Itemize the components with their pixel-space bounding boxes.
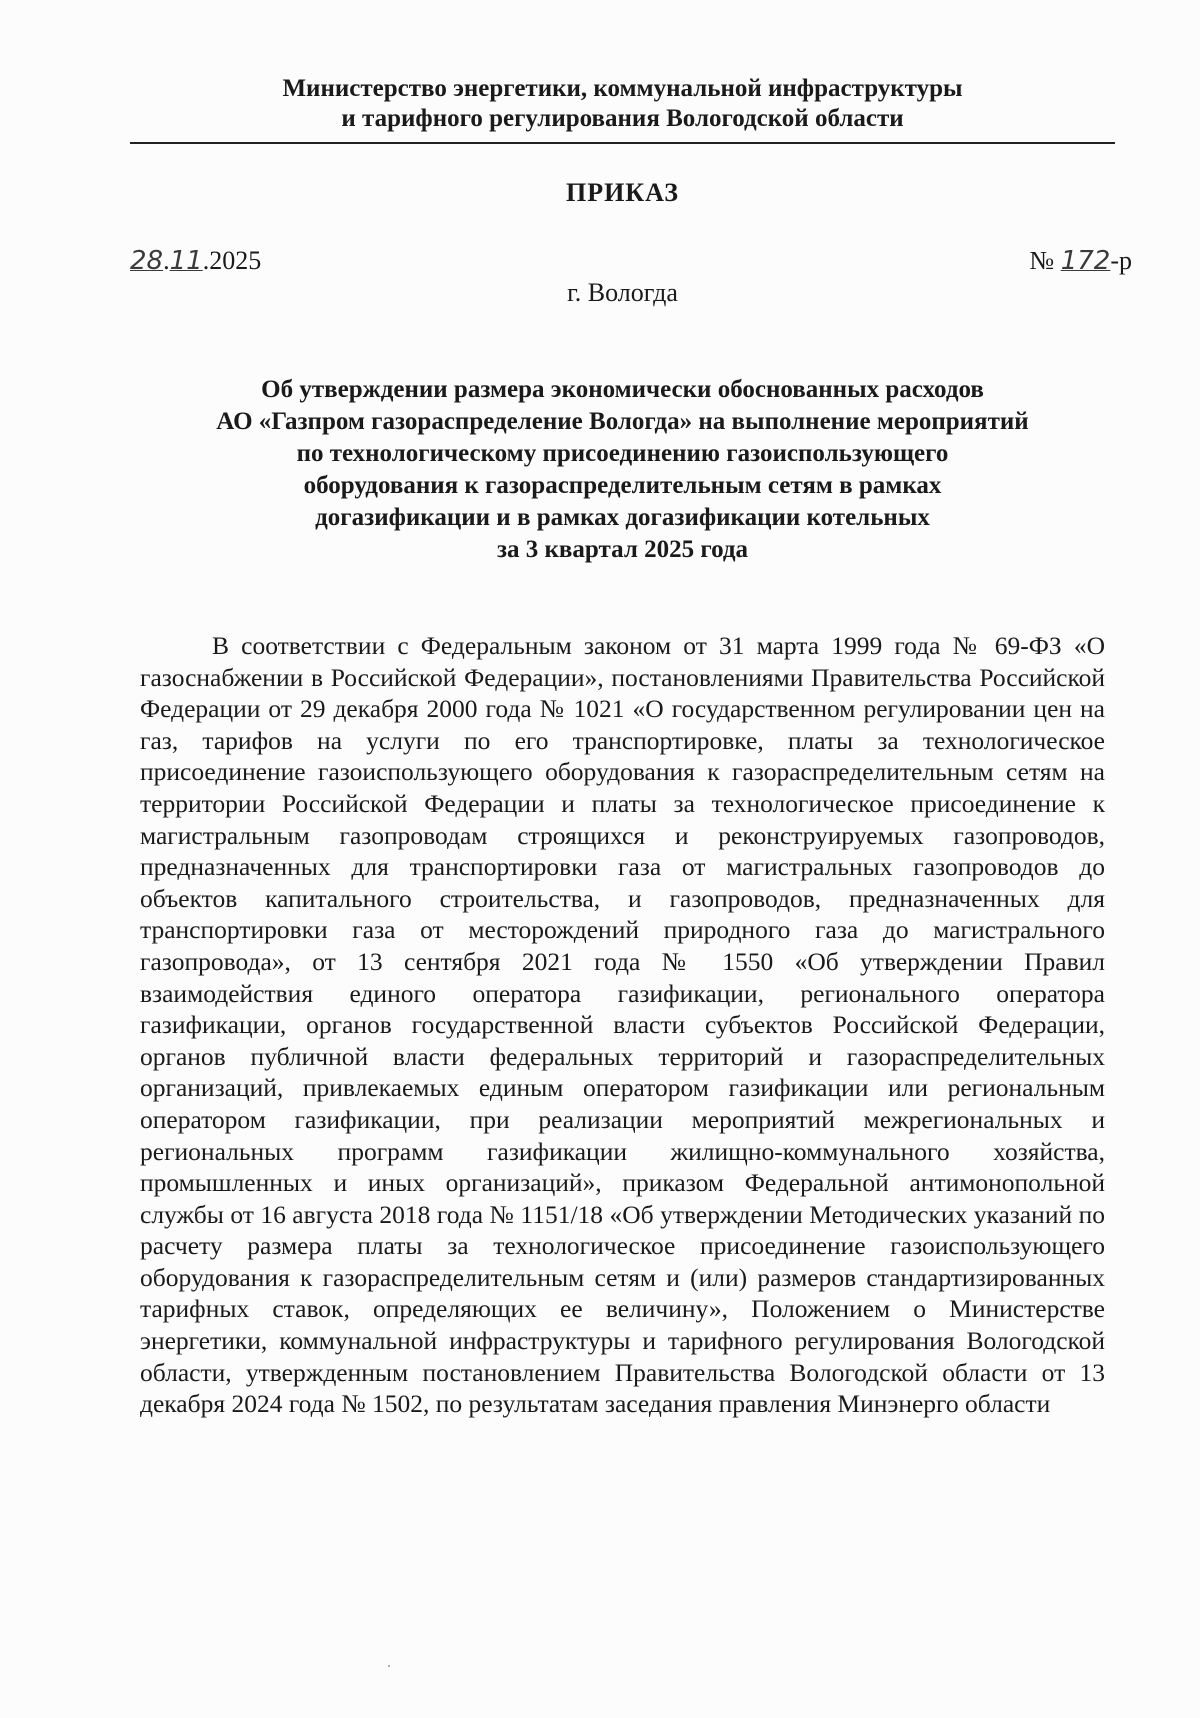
order-subject xyxy=(130,374,1115,566)
order-city: г. Вологда xyxy=(567,278,678,307)
ministry-header xyxy=(130,74,1115,134)
date-day-handwritten: 28 xyxy=(130,246,164,276)
subject-line: по технологическому присоединению газоиспользующего xyxy=(296,440,949,467)
number-value-handwritten: 172 xyxy=(1060,246,1111,276)
scan-speck xyxy=(388,1665,390,1667)
order-number xyxy=(1029,246,1132,276)
date-year: .2025 xyxy=(202,246,262,275)
date-month-handwritten: 11 xyxy=(169,246,203,276)
subject-line: догазификации и в рамках догазификации котельных xyxy=(315,504,930,531)
subject-line: АО «Газпром газораспределение Вологда» на выполнение мероприятий xyxy=(216,408,1029,435)
order-title: ПРИКАЗ xyxy=(565,178,680,207)
subject-line: оборудования к газораспределительным сетям в рамках xyxy=(303,472,942,499)
number-suffix: -р xyxy=(1110,246,1132,275)
order-date xyxy=(130,246,261,276)
number-prefix: № xyxy=(1029,246,1055,275)
body-paragraph: В соответствии с Федеральным законом от 31 марта 1999 года № 69-ФЗ «О газоснабжении в Российской Федерации», постановлениями Правительства Российской Федерации от 29 декабря 2000 года № 1021 «О государственном регулировании цен на газ, тарифов на услуги по его транспортировке, платы за технологическое присоединение газоиспользующего оборудования к газораспределительным сетям на территории Российской Федерации и платы за технологическое присоединение к магистральным газопроводам строящихся и реконструируемых газопроводов, предназначенных для транспортировки газа от магистральных газопроводов до объектов капитального строительства, и газопроводов, предназначенных для транспортировки газа от месторождений природного газа до магистрального газопровода», от 13 сентября 2021 года № 1550 «Об утверждении Правил взаимодействия единого оператора газификации, регионального оператора газификации, органов государственной власти субъектов Российской Федерации, органов публичной власти федеральных территорий и газораспределительных организаций, привлекаемых единым оператором газификации или региональным оператором газификации, при реализации мероприятий межрегиональных и региональных программ газификации жилищно-коммунального хозяйства, промышленных и иных организаций», приказом Федеральной антимонопольной службы от 16 августа 2018 года № 1151/18 «Об утверждении Методических указаний по расчету размера платы за технологическое присоединение газоиспользующего оборудования к газораспределительным сетям и (или) размеров стандартизированных тарифных ставок, определяющих ее величину», Положением о Министерстве энергетики, коммунальной инфраструктуры и тарифного регулирования Вологодской области, утвержденным постановлением Правительства Вологодской области от 13 декабря 2024 года № 1502, по результатам заседания правления Минэнерго области xyxy=(140,631,1105,1419)
ministry-name-line-1: Министерство энергетики, коммунальной инфраструктуры xyxy=(282,75,963,102)
date-separator: . xyxy=(163,246,170,275)
ministry-name-line-2: и тарифного регулирования Вологодской области xyxy=(341,105,904,132)
subject-line: за 3 квартал 2025 года xyxy=(496,536,748,563)
header-divider xyxy=(130,142,1115,144)
subject-line: Об утверждении размера экономически обоснованных расходов xyxy=(261,376,984,403)
